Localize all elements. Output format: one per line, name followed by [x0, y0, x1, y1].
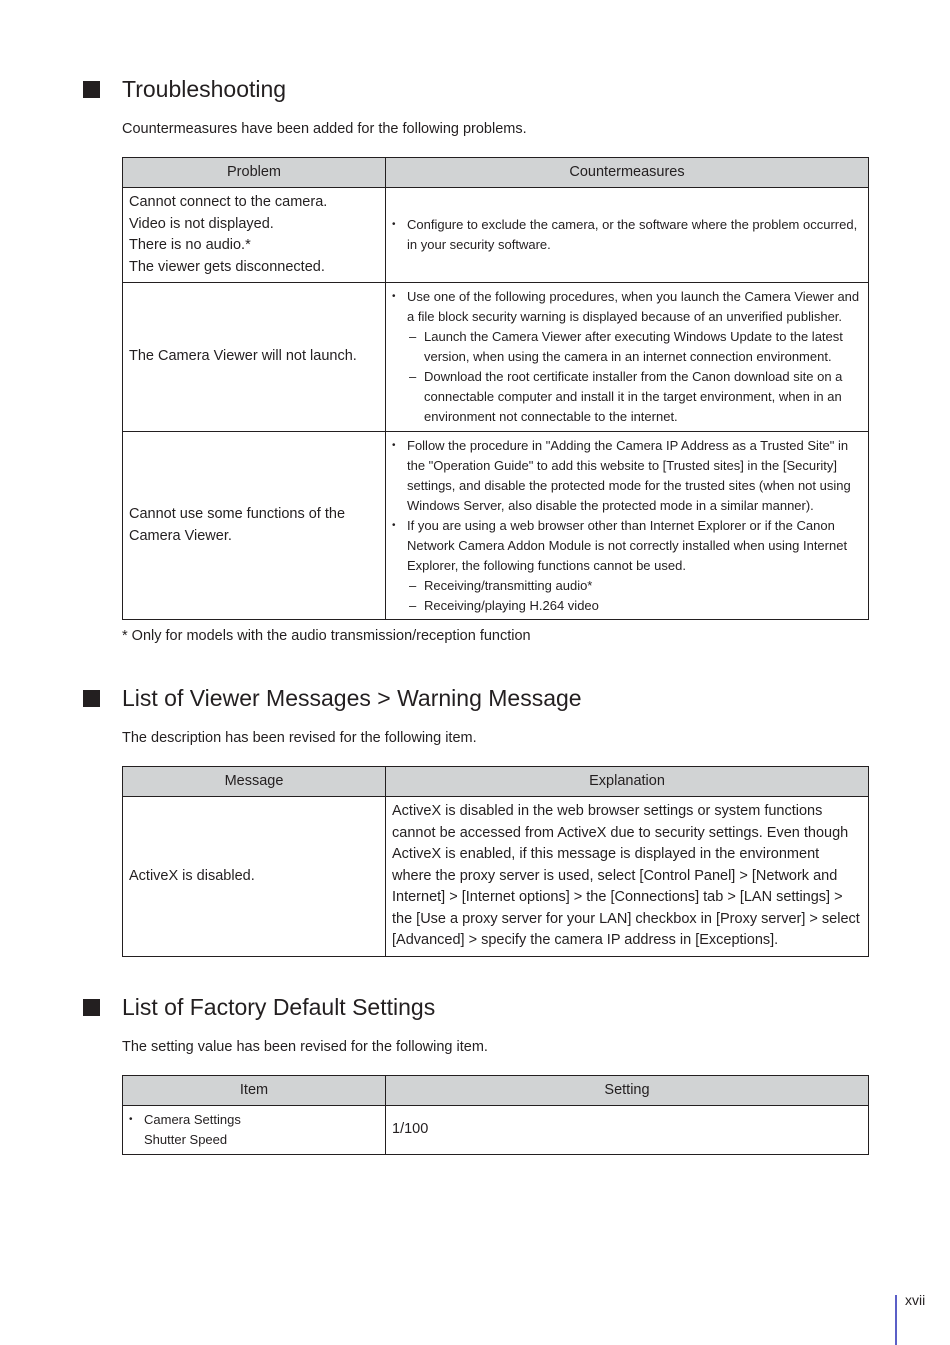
table-row [123, 1106, 869, 1155]
section-intro: The description has been revised for the following item. [122, 730, 477, 746]
setting-cell: 1/100 [386, 1106, 869, 1155]
explanation-cell: ActiveX is disabled in the web browser settings or system functions cannot be accessed from ActiveX due to security settings. Even though ActiveX is enabled, if this message is displayed in the environment where the proxy server is used, select [Control Panel] > [Network and Internet] > [Internet options] > the [Connections] tab > [LAN settings] > the [Use a proxy server for your LAN] checkbox in [Proxy server] > select [Advanced] > specify the camera IP address in [Exceptions]. [386, 797, 869, 957]
item-cell [123, 1106, 386, 1155]
list-item: • Follow the procedure in "Adding the Camera IP Address as a Trusted Site" in the "Operation Guide" to add this website to [Trusted sites] in the [Security] settings, and disable the protected mode for the trusted sites (when not using Windows Server, also disable the protected mode in a similar manner). [392, 436, 862, 516]
sub-list-item: – Receiving/playing H.264 video [392, 596, 862, 616]
header-explanation: Explanation [386, 767, 869, 797]
countermeasure-cell [386, 432, 869, 620]
section-heading [83, 76, 286, 103]
warning-message-table [122, 766, 869, 957]
table-row [123, 432, 869, 620]
table-row [123, 797, 869, 957]
square-bullet-icon [83, 999, 100, 1016]
list-item: • Camera Settings [129, 1110, 379, 1130]
header-item: Item [123, 1076, 386, 1106]
header-message: Message [123, 767, 386, 797]
section-heading [83, 994, 435, 1021]
header-setting: Setting [386, 1076, 869, 1106]
factory-default-table [122, 1075, 869, 1155]
sub-list-item: – Receiving/transmitting audio* [392, 576, 862, 596]
square-bullet-icon [83, 81, 100, 98]
header-problem: Problem [123, 158, 386, 188]
page-number: xvii [905, 1292, 926, 1308]
table-row [123, 283, 869, 432]
section-intro: Countermeasures have been added for the following problems. [122, 121, 527, 137]
section-heading [83, 685, 582, 712]
footnote: * Only for models with the audio transmission/reception function [122, 628, 531, 644]
problem-cell: Cannot use some functions of the Camera Viewer. [123, 432, 386, 620]
message-cell: ActiveX is disabled. [123, 797, 386, 957]
heading-text: List of Factory Default Settings [122, 994, 436, 1020]
section-intro: The setting value has been revised for the following item. [122, 1039, 488, 1055]
heading-text: List of Viewer Messages > Warning Message [122, 685, 582, 711]
countermeasure-cell [386, 188, 869, 283]
problem-line: Video is not displayed. [129, 215, 274, 232]
header-countermeasures: Countermeasures [386, 158, 869, 188]
problem-cell: The Camera Viewer will not launch. [123, 283, 386, 432]
problem-cell [123, 188, 386, 283]
square-bullet-icon [83, 690, 100, 707]
sub-list-item: – Launch the Camera Viewer after executing Windows Update to the latest version, when using the camera in an internet connection environment. [392, 327, 862, 367]
list-item-continuation: Shutter Speed [144, 1132, 228, 1147]
sub-list-item: – Download the root certificate installer from the Canon download site on a connectable computer and install it in the target environment, when in an environment not connectable to the internet. [392, 367, 862, 427]
troubleshooting-table [122, 157, 869, 620]
list-item: • If you are using a web browser other than Internet Explorer or if the Canon Network Camera Addon Module is not correctly installed when using Internet Explorer, the following functions cannot be used. [392, 516, 862, 576]
problem-line: The viewer gets disconnected. [129, 258, 325, 275]
table-row [123, 188, 869, 283]
heading-text: Troubleshooting [122, 76, 287, 102]
problem-line: There is no audio.* [129, 237, 251, 253]
list-item: • Use one of the following procedures, when you launch the Camera Viewer and a file block security warning is displayed because of an unverified publisher. [392, 287, 862, 327]
problem-line: Cannot connect to the camera. [129, 194, 328, 210]
page-marker-bar [895, 1295, 897, 1345]
countermeasure-cell [386, 283, 869, 432]
list-item: • Configure to exclude the camera, or the software where the problem occurred, in your security software. [392, 215, 862, 255]
